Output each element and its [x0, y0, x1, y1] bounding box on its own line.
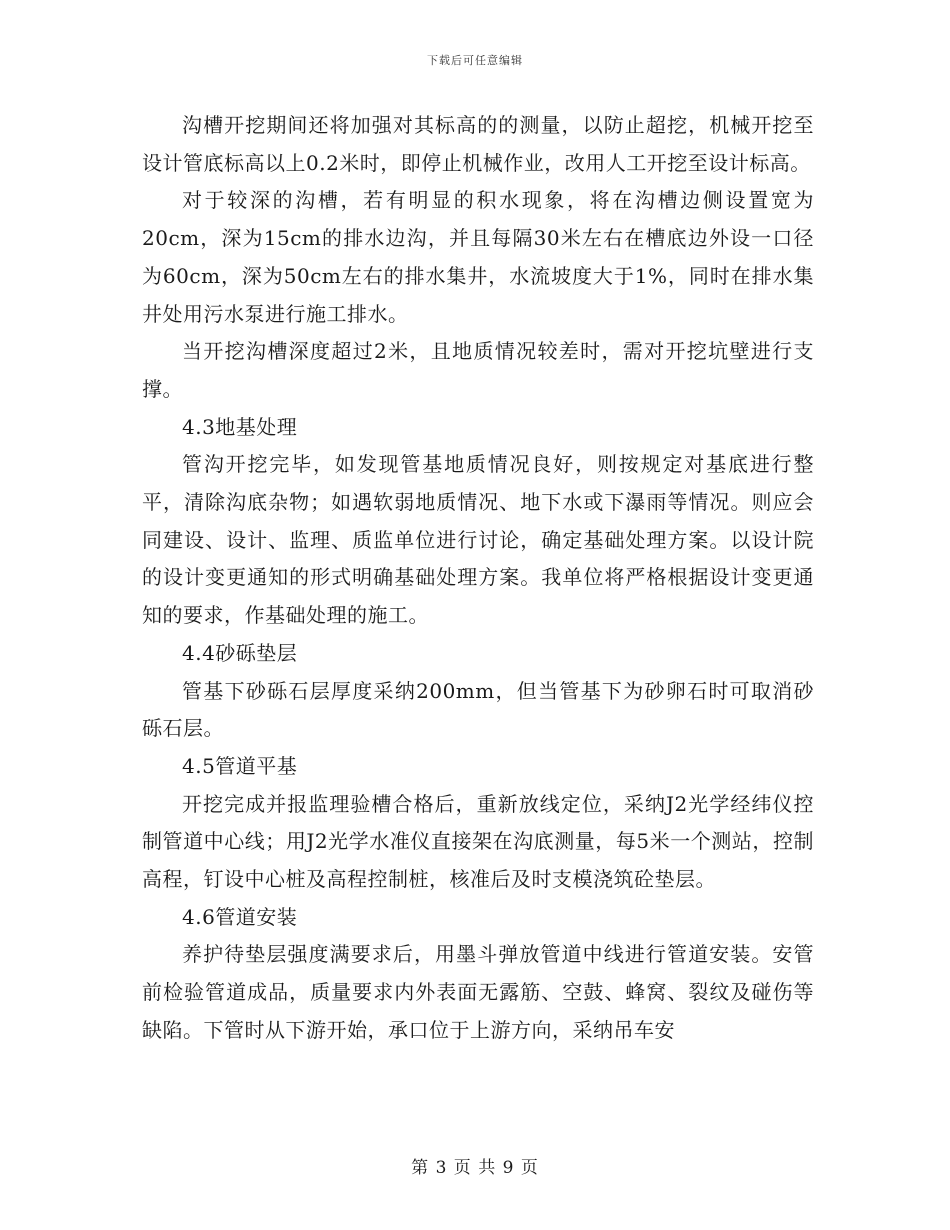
body-paragraph: 开挖完成并报监理验槽合格后，重新放线定位，采纳J2光学经纬仪控制管道中心线；用J2光学水准仪直接架在沟底测量，每5米一个测站，控制高程，钉设中心桩及高程控制桩，核准后及时支模浇筑砼垫层。 [142, 791, 814, 892]
body-paragraph: 养护待垫层强度满要求后，用墨斗弹放管道中线进行管道安装。安管前检验管道成品，质量要求内外表面无露筋、空鼓、蜂窝、裂纹及碰伤等缺陷。下管时从下游开始，承口位于上游方向，采纳吊车安 [142, 942, 814, 1042]
body-paragraph: 管基下砂砾石层厚度采纳200mm，但当管基下为砂卵石时可取消砂砾石层。 [142, 678, 814, 741]
section-heading: 4.5管道平基 [182, 753, 298, 778]
section-heading: 4.4砂砾垫层 [182, 640, 298, 665]
page-header-note: 下载后可任意编辑 [427, 54, 523, 67]
section-heading: 4.6管道安装 [182, 904, 298, 929]
section-heading: 4.3地基处理 [182, 414, 298, 439]
body-paragraph: 当开挖沟槽深度超过2米，且地质情况较差时，需对开挖坑壁进行支撑。 [142, 339, 814, 401]
page-number-footer: 第 3 页 共 9 页 [411, 1158, 539, 1178]
body-paragraph: 对于较深的沟槽，若有明显的积水现象，将在沟槽边侧设置宽为20cm，深为15cm的排水边沟，并且每隔30米左右在槽底边外设一口径为60cm，深为50cm左右的排水集井，水流坡度大于1%，同时在排水集井处用污水泵进行施工排水。 [142, 188, 814, 326]
body-paragraph: 管沟开挖完毕，如发现管基地质情况良好，则按规定对基底进行整平，清除沟底杂物；如遇软弱地质情况、地下水或下瀑雨等情况。则应会同建设、设计、监理、质监单位进行讨论，确定基础处理方案。以设计院的设计变更通知的形式明确基础处理方案。我单位将严格根据设计变更通知的要求，作基础处理的施工。 [142, 452, 814, 628]
document-body [142, 107, 814, 1050]
body-paragraph: 沟槽开挖期间还将加强对其标高的的测量，以防止超挖，机械开挖至设计管底标高以上0.2米时，即停止机械作业，改用人工开挖至设计标高。 [142, 113, 814, 175]
